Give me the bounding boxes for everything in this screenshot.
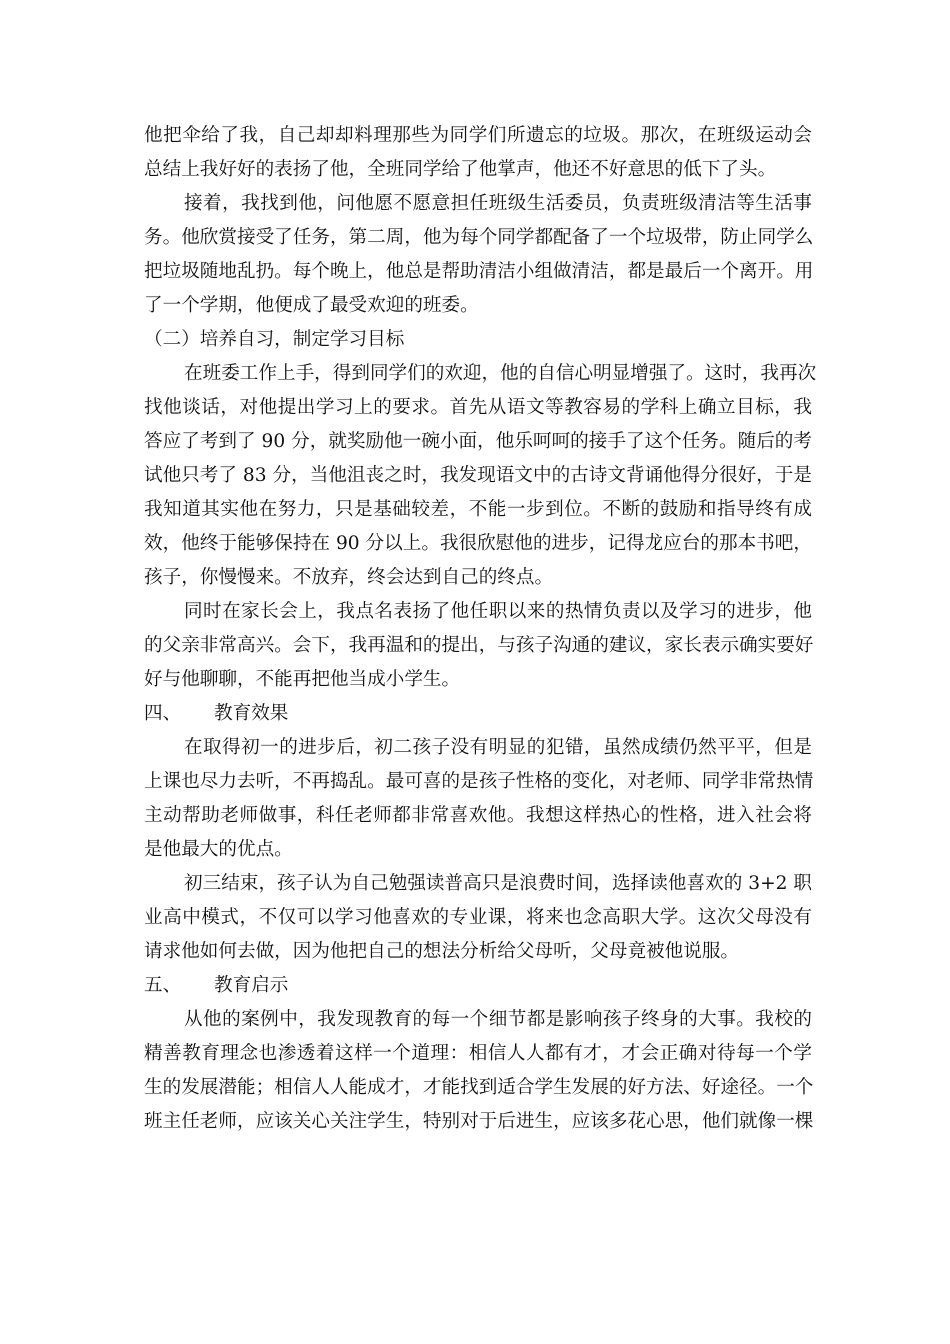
paragraph-start-line: 在班委工作上手，得到同学们的欢迎，他的自信心明显增强了。这时，我再次 xyxy=(184,363,817,384)
text-line: 孩子，你慢慢来。不放弃，终会达到自己的终点。 xyxy=(144,567,554,588)
text-line: 的父亲非常高兴。会下，我再温和的提出，与孩子沟通的建议，家长表示确实要好 xyxy=(144,635,814,656)
text-line: 找他谈话，对他提出学习上的要求。首先从语文等教容易的学科上确立目标，我 xyxy=(144,397,812,418)
section-number: 四、 xyxy=(144,703,182,724)
text-line: 答应了考到了 90 分，就奖励他一碗小面，他乐呵呵的接手了这个任务。随后的考 xyxy=(144,431,812,452)
text-line: 好与他聊聊，不能再把他当成小学生。 xyxy=(144,669,461,690)
paragraph-start-line: 从他的案例中，我发现教育的每一个细节都是影响孩子终身的大事。我校的 xyxy=(184,1009,812,1030)
text-line: 是他最大的优点。 xyxy=(144,839,293,860)
text-line: 总结上我好好的表扬了他，全班同学给了他掌声，他还不好意思的低下了头。 xyxy=(144,159,777,180)
paragraph-start-line: 同时在家长会上，我点名表扬了他任职以来的热情负责以及学习的进步，他 xyxy=(184,601,812,622)
text-line: 他把伞给了我，自己却却料理那些为同学们所遗忘的垃圾。那次，在班级运动会 xyxy=(144,125,812,146)
text-line: 业高中模式，不仅可以学习他喜欢的专业课，将来也念高职大学。这次父母没有 xyxy=(144,907,812,928)
paragraph-start-line: 接着，我找到他，问他愿不愿意担任班级生活委员，负责班级清洁等生活事 xyxy=(184,193,812,214)
text-line: 生的发展潜能；相信人人能成才，才能找到适合学生发展的好方法、好途径。一个 xyxy=(144,1077,814,1098)
text-line: 了一个学期，他便成了最受欢迎的班委。 xyxy=(144,295,479,316)
text-line: 试他只考了 83 分，当他沮丧之时，我发现语文中的古诗文背诵他得分很好，于是 xyxy=(144,465,812,486)
text-line: 精善教育理念也渗透着这样一个道理：相信人人都有才，才会正确对待每一个学 xyxy=(144,1043,812,1064)
text-line: 务。他欣赏接受了任务，第二周，他为每个同学都配备了一个垃圾带，防止同学么 xyxy=(144,227,814,248)
text-line: 上课也尽力去听，不再捣乱。最可喜的是孩子性格的变化，对老师、同学非常热情 xyxy=(144,771,814,792)
text-line: 班主任老师，应该关心关注学生，特别对于后进生，应该多花心思，他们就像一棵 xyxy=(144,1111,814,1132)
text-line: 把垃圾随地乱扔。每个晚上，他总是帮助清洁小组做清洁，都是最后一个离开。用 xyxy=(144,261,814,282)
paragraph-start-line: 初三结束，孩子认为自己勉强读普高只是浪费时间，选择读他喜欢的 3+2 职 xyxy=(184,873,812,894)
section-title: 教育启示 xyxy=(214,975,289,996)
text-line: 请求他如何去做，因为他把自己的想法分析给父母听，父母竟被他说服。 xyxy=(144,941,740,962)
text-line: 主动帮助老师做事，科任老师都非常喜欢他。我想这样热心的性格，进入社会将 xyxy=(144,805,812,826)
section-title: 教育效果 xyxy=(214,703,289,724)
paragraph-start-line: 在取得初一的进步后，初二孩子没有明显的犯错，虽然成绩仍然平平，但是 xyxy=(184,737,812,758)
document-body xyxy=(144,119,817,1139)
section-heading xyxy=(144,969,812,1003)
section-subheading: （二）培养自习，制定学习目标 xyxy=(144,329,405,350)
section-heading xyxy=(144,697,812,731)
text-line: 效，他终于能够保持在 90 分以上。我很欣慰他的进步，记得龙应台的那本书吧， xyxy=(144,533,812,554)
section-number: 五、 xyxy=(144,975,182,996)
text-line: 我知道其实他在努力，只是基础较差，不能一步到位。不断的鼓励和指导终有成 xyxy=(144,499,812,520)
